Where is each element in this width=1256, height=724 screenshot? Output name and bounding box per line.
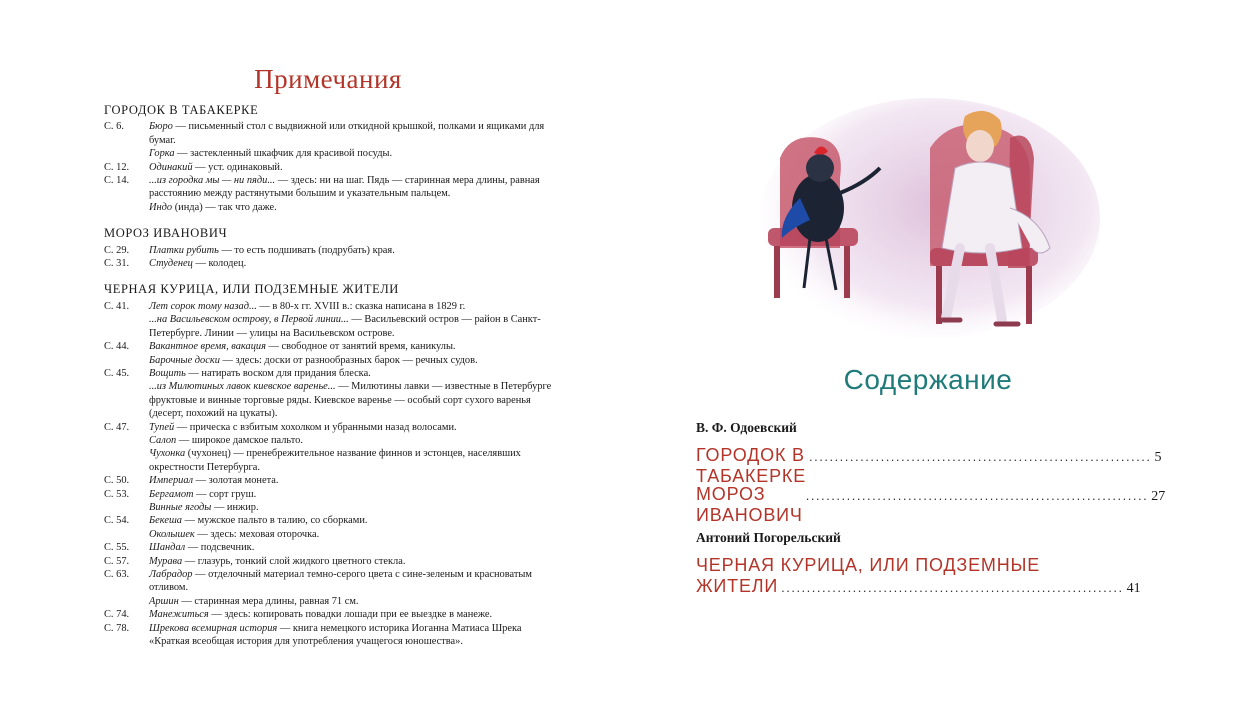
- notes-list: [104, 104, 564, 661]
- note-item: [104, 300, 564, 313]
- note-term: Платки рубить: [149, 244, 219, 256]
- note-item: [104, 528, 564, 541]
- note-text: — то есть подшивать (подрубать) края.: [218, 244, 395, 256]
- note-page-ref: [104, 434, 149, 447]
- note-page-ref: С. 57.: [104, 555, 130, 567]
- note-term: Одинакий: [149, 161, 193, 173]
- note-item: [104, 354, 564, 367]
- note-text: — здесь: ни на шаг. Пядь — старинная мера длины, равная расстоянию между растянутыми большим и указательным пальцем.: [149, 175, 540, 200]
- note-item: [104, 313, 564, 340]
- note-page-ref: [104, 501, 149, 514]
- note-item: [104, 501, 564, 514]
- note-page-ref: С. 47.: [104, 421, 130, 433]
- toc-entry-title: МОРОЗ ИВАНОВИЧ: [696, 484, 803, 525]
- note-term: Чухонка: [149, 448, 186, 460]
- note-page-ref: С. 45.: [104, 367, 130, 379]
- note-term: Лабрадор: [149, 569, 193, 580]
- notes-section: [104, 227, 564, 270]
- note-item: [104, 434, 564, 447]
- note-text: — здесь: доски от разнообразных барок — речных судов.: [219, 354, 478, 366]
- toc-page-number: 27: [1151, 489, 1166, 504]
- note-page-ref: [104, 313, 149, 340]
- note-text: — глазурь, тонкий слой жидкого цветного стекла.: [182, 555, 406, 567]
- note-page-ref: С. 55.: [104, 542, 130, 554]
- note-item: [104, 595, 564, 608]
- note-term: Тупей: [149, 421, 175, 433]
- note-page-ref: С. 63.: [104, 569, 130, 580]
- note-page-ref: С. 29.: [104, 244, 130, 256]
- toc-entry-title-line1: ЧЕРНАЯ КУРИЦА, ИЛИ ПОДЗЕМНЫЕ: [696, 555, 1041, 575]
- note-page-ref: С. 31.: [104, 258, 130, 270]
- note-page-ref: [104, 147, 149, 160]
- toc-entry-title-line2: ЖИТЕЛИ: [696, 576, 779, 596]
- note-page-ref: С. 41.: [104, 300, 130, 312]
- note-page-ref: [104, 201, 149, 214]
- watercolor-illustration: [740, 98, 1096, 344]
- note-item: [104, 257, 564, 270]
- note-item: [104, 161, 564, 174]
- toc-leader-dots: ...................................................................: [781, 580, 1124, 595]
- note-term: Бергамот: [149, 488, 194, 500]
- note-page-ref: С. 53.: [104, 488, 130, 500]
- illustration-hen-and-boy: [740, 98, 1096, 344]
- note-text: — натирать воском для придания блеска.: [185, 367, 371, 379]
- note-item: [104, 622, 564, 649]
- notes-section: [104, 283, 564, 648]
- note-item: [104, 488, 564, 501]
- note-text: (инда) — так что даже.: [172, 201, 277, 213]
- note-term: Вощить: [149, 367, 186, 379]
- note-text: — здесь: меховая оторочка.: [194, 528, 320, 540]
- note-page-ref: [104, 595, 149, 608]
- note-text: — Милютины лавки — известные в Петербурге фруктовые и винные торговые ряды. Киевское варенье — особый сорт сухого варенья (десерт, похожий на цукаты).: [149, 381, 552, 420]
- note-term: Студенец: [149, 258, 193, 270]
- note-item: [104, 120, 564, 147]
- note-item: [104, 568, 564, 595]
- note-text: (чухонец) — пренебрежительное название финнов и эстонцев, населявших окрестности Петербурга.: [149, 448, 521, 473]
- note-text: — застекленный шкафчик для красивой посуды.: [174, 148, 393, 160]
- note-text: — золотая монета.: [193, 475, 279, 487]
- note-page-ref: С. 6.: [104, 121, 124, 133]
- note-text: — широкое дамское пальто.: [176, 434, 303, 446]
- toc-entry-title: ГОРОДОК В ТАБАКЕРКЕ: [696, 445, 807, 486]
- note-term: Империал: [149, 475, 194, 487]
- note-item: [104, 380, 564, 420]
- note-term: Винные ягоды: [149, 501, 212, 513]
- note-item: [104, 421, 564, 434]
- note-text: — Васильевский остров — район в Санкт-Петербурге. Линии — улицы на Васильевском острове.: [149, 314, 541, 339]
- toc-page-number: 5: [1154, 450, 1162, 465]
- note-term: ...на Васильевском острову, в Первой линии...: [149, 314, 349, 326]
- note-page-ref: С. 54.: [104, 515, 130, 527]
- note-item: [104, 367, 564, 380]
- note-term: Салоп: [149, 434, 177, 446]
- note-page-ref: С. 44.: [104, 341, 130, 353]
- note-page-ref: С. 14.: [104, 175, 130, 187]
- note-text: — книга немецкого историка Иоганна Матиаса Шрека «Краткая всеобщая история для употребления учащегося юношества».: [149, 622, 522, 648]
- note-text: — подсвечник.: [185, 542, 255, 554]
- toc-entry-gorodok[interactable]: [696, 445, 1162, 487]
- author-odoevsky: В. Ф. Одоевский: [696, 420, 797, 435]
- note-page-ref: [104, 447, 149, 474]
- note-term: Горка: [149, 148, 175, 160]
- note-text: — уст. одинаковый.: [192, 161, 283, 173]
- note-term: Манежиться: [149, 609, 209, 621]
- toc-page-number: 41: [1126, 581, 1141, 596]
- note-term: Шандал: [149, 542, 186, 554]
- toc-entry-moroz[interactable]: [696, 484, 1166, 526]
- note-item: [104, 340, 564, 353]
- note-item: [104, 244, 564, 257]
- contents-page: [600, 0, 1200, 724]
- note-item: [104, 514, 564, 527]
- note-page-ref: [104, 528, 149, 541]
- note-text: — отделочный материал темно-серого цвета с сине-зеленым и красноватым отливом.: [149, 569, 532, 594]
- note-page-ref: С. 78.: [104, 622, 130, 634]
- note-term: Бекеша: [149, 515, 182, 527]
- toc-entry-chernaya-kuritsa[interactable]: [696, 555, 1141, 597]
- note-text: — колодец.: [192, 258, 247, 270]
- note-item: [104, 555, 564, 568]
- note-item: [104, 447, 564, 474]
- note-text: — в 80-х гг. XVIII в.: сказка написана в 1829 г.: [256, 300, 466, 312]
- note-term: ...из Милютиных лавок киевское варенье...: [149, 381, 336, 393]
- note-item: [104, 474, 564, 487]
- note-text: — здесь: копировать повадки лошади при ее выездке в манеже.: [208, 609, 493, 621]
- note-item: [104, 174, 564, 201]
- note-term: Барочные доски: [149, 354, 220, 366]
- toc-leader-dots: ...................................................................: [805, 488, 1149, 503]
- notes-page: [0, 0, 600, 724]
- note-term: Шрекова всемирная история: [149, 622, 278, 634]
- note-page-ref: С. 12.: [104, 161, 130, 173]
- section-heading: ЧЕРНАЯ КУРИЦА, ИЛИ ПОДЗЕМНЫЕ ЖИТЕЛИ: [104, 282, 399, 297]
- contents-title: Содержание: [843, 364, 1013, 395]
- notes-section: [104, 104, 564, 214]
- note-term: Вакантное время, вакация: [149, 341, 266, 353]
- author-pogorelsky: Антоний Погорельский: [696, 530, 841, 545]
- note-page-ref: [104, 380, 149, 420]
- toc-leader-dots: ...................................................................: [809, 449, 1152, 464]
- note-text: — старинная мера длины, равная 71 см.: [178, 595, 359, 607]
- note-term: Лет сорок тому назад...: [149, 300, 257, 312]
- note-text: — инжир.: [211, 501, 259, 513]
- note-item: [104, 201, 564, 214]
- note-page-ref: С. 74.: [104, 609, 130, 621]
- note-term: Околышек: [149, 528, 195, 540]
- section-heading: МОРОЗ ИВАНОВИЧ: [104, 226, 228, 241]
- note-item: [104, 147, 564, 160]
- section-heading: ГОРОДОК В ТАБАКЕРКЕ: [104, 103, 259, 117]
- notes-title: Примечания: [254, 64, 402, 94]
- note-page-ref: [104, 354, 149, 367]
- note-term: Бюро: [149, 121, 173, 133]
- note-text: — письменный стол с выдвижной или откидной крышкой, полками и ящиками для бумаг.: [149, 121, 545, 146]
- note-text: — прическа с взбитым хохолком и убранными назад волосами.: [174, 421, 457, 433]
- note-term: Индо: [149, 201, 173, 213]
- note-term: Мурава: [149, 555, 183, 567]
- note-page-ref: С. 50.: [104, 475, 130, 487]
- note-term: ...из городка мы — ни пяди...: [149, 175, 276, 187]
- note-term: Аршин: [149, 595, 179, 607]
- note-item: [104, 608, 564, 621]
- note-text: — сорт груш.: [193, 488, 257, 500]
- note-text: — мужское пальто в талию, со сборками.: [182, 515, 368, 527]
- note-text: — свободное от занятий время, каникулы.: [265, 341, 456, 353]
- note-item: [104, 541, 564, 554]
